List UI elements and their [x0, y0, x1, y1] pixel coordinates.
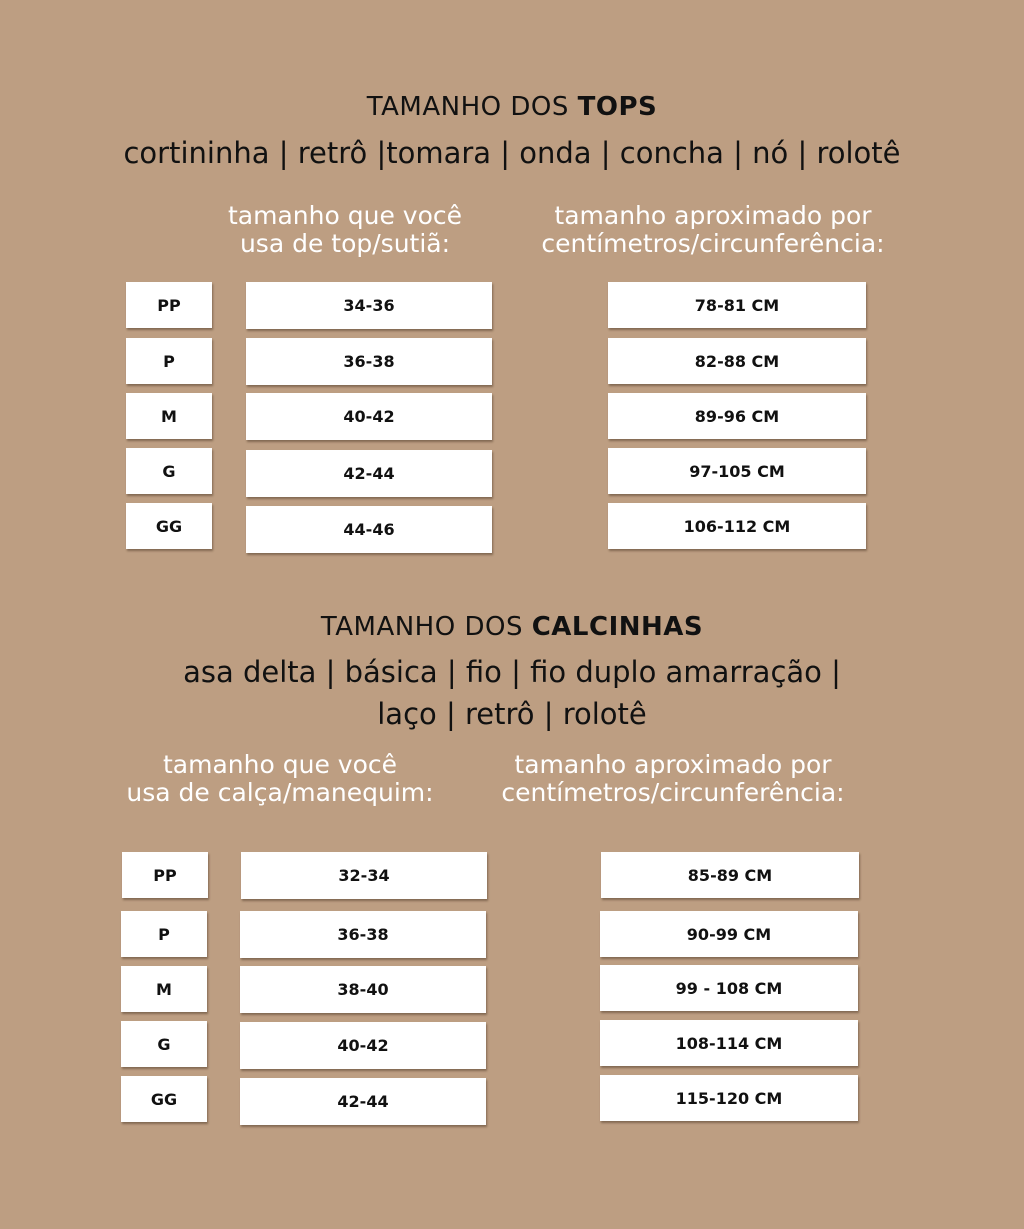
calcinhas-size-header-line1: tamanho que você: [163, 750, 397, 779]
calcinhas-cm-header: [478, 751, 868, 807]
tops-title: [0, 92, 1024, 122]
tops-size-cell: PP: [126, 282, 212, 328]
calcinhas-size-cell: P: [121, 911, 207, 957]
calcinhas-size-cell: M: [121, 966, 207, 1012]
calcinhas-models-line2: laço | retrô | rolotê: [377, 697, 647, 731]
tops-num-cell: 34-36: [246, 282, 492, 329]
calcinhas-cm-cell: 108-114 CM: [600, 1020, 858, 1066]
tops-cm-header: [518, 202, 908, 258]
tops-cm-header-line1: tamanho aproximado por: [554, 201, 872, 230]
tops-cm-cell: 82-88 CM: [608, 338, 866, 384]
calcinhas-num-cell: 40-42: [240, 1022, 486, 1069]
calcinhas-size-cell: GG: [121, 1076, 207, 1122]
tops-cm-header-line2: centímetros/circunferência:: [541, 229, 885, 258]
tops-size-cell: M: [126, 393, 212, 439]
calcinhas-size-cell: PP: [122, 852, 208, 898]
tops-cm-cell: 89-96 CM: [608, 393, 866, 439]
tops-num-cell: 44-46: [246, 506, 492, 553]
tops-title-bold: TOPS: [577, 92, 658, 122]
calcinhas-cm-cell: 115-120 CM: [600, 1075, 858, 1121]
calcinhas-num-cell: 32-34: [241, 852, 487, 899]
calcinhas-size-header: [100, 751, 460, 807]
calcinhas-size-header-line2: usa de calça/manequim:: [126, 778, 434, 807]
calcinhas-models-line1: asa delta | básica | fio | fio duplo amarração |: [183, 655, 841, 689]
calcinhas-cm-cell: 85-89 CM: [601, 852, 859, 898]
calcinhas-cm-header-line2: centímetros/circunferência:: [501, 778, 845, 807]
tops-size-cell: P: [126, 338, 212, 384]
calcinhas-cm-cell: 99 - 108 CM: [600, 965, 858, 1011]
calcinhas-num-cell: 36-38: [240, 911, 486, 958]
tops-cm-cell: 97-105 CM: [608, 448, 866, 494]
tops-num-cell: 42-44: [246, 450, 492, 497]
calcinhas-cm-header-line1: tamanho aproximado por: [514, 750, 832, 779]
tops-size-cell: G: [126, 448, 212, 494]
tops-size-header-line1: tamanho que você: [228, 201, 462, 230]
tops-num-cell: 36-38: [246, 338, 492, 385]
calcinhas-title-prefix: TAMANHO DOS: [320, 612, 532, 642]
calcinhas-size-cell: G: [121, 1021, 207, 1067]
tops-size-header: [190, 202, 500, 258]
tops-size-cell: GG: [126, 503, 212, 549]
tops-models: cortininha | retrô |tomara | onda | concha | nó | rolotê: [123, 136, 901, 170]
calcinhas-title-bold: CALCINHAS: [531, 612, 704, 642]
tops-cm-cell: 78-81 CM: [608, 282, 866, 328]
tops-title-prefix: TAMANHO DOS: [366, 92, 578, 122]
tops-size-header-line2: usa de top/sutiã:: [239, 229, 451, 258]
tops-cm-cell: 106-112 CM: [608, 503, 866, 549]
calcinhas-cm-cell: 90-99 CM: [600, 911, 858, 957]
calcinhas-num-cell: 38-40: [240, 966, 486, 1013]
calcinhas-title: [0, 612, 1024, 642]
tops-num-cell: 40-42: [246, 393, 492, 440]
calcinhas-num-cell: 42-44: [240, 1078, 486, 1125]
